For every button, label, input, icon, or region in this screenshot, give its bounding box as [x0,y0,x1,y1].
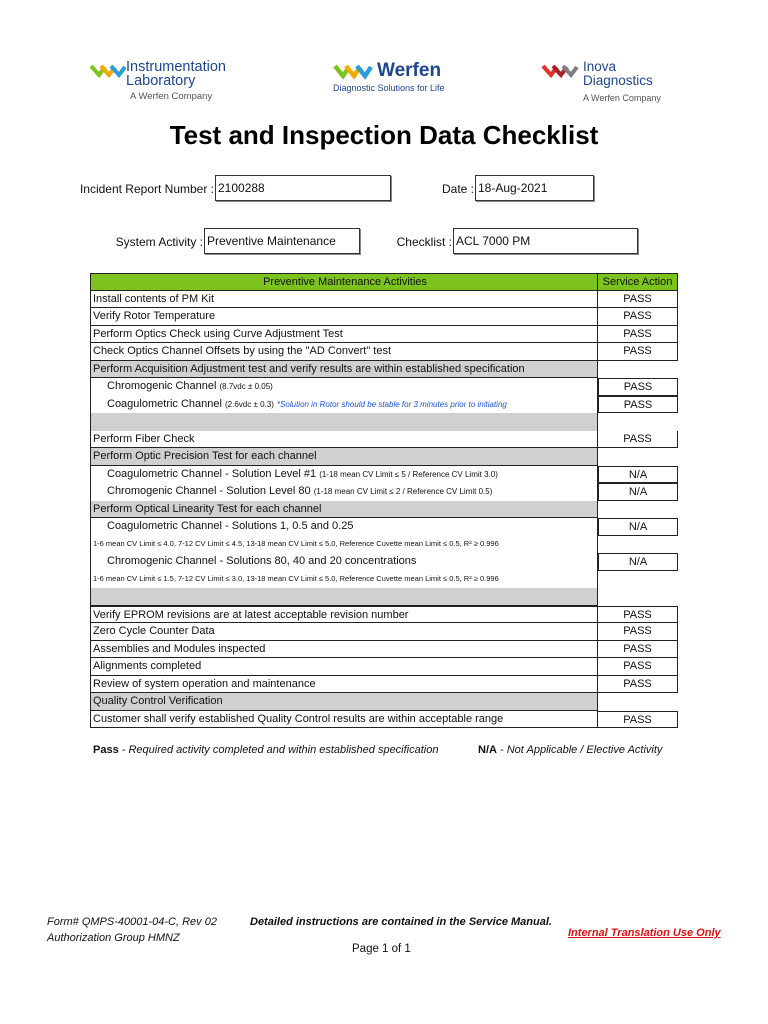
activity-text: Chromogenic Channel [107,380,217,392]
inova-wave-icon [541,60,579,82]
table-header-row [90,273,678,291]
inova-logo-line1: Inova [583,59,617,74]
inova-logo-line2: Diagnostics [583,73,653,88]
activity-cell [90,396,598,414]
werfen-logo-sub: Diagnostic Solutions for Life [333,83,445,93]
activity-cell [90,466,598,484]
instrumentation-laboratory-logo [90,60,226,110]
activity-spec: (1-18 mean CV Limit ≤ 2 / Reference CV Limit 0.5) [313,487,493,496]
werfen-logo [333,60,445,110]
blank-cell [90,588,598,606]
section-row [90,501,678,519]
inova-logo-sub: A Werfen Company [583,93,661,103]
blank-action [598,588,678,606]
activity-cell [90,378,598,396]
table-row [90,641,678,659]
section-action-empty [598,361,678,379]
table-row [90,343,678,361]
table-row [90,291,678,309]
activity-cell [90,518,598,553]
activity-cell: Perform Optics Check using Curve Adjustment Test [90,326,598,344]
section-action-empty [598,693,678,711]
action-cell[interactable]: PASS [598,343,678,361]
table-row [90,431,678,449]
action-cell[interactable]: PASS [598,606,678,624]
page-number: Page 1 of 1 [352,943,411,955]
action-cell[interactable]: PASS [598,396,678,414]
blank-cell [90,413,598,431]
action-cell[interactable]: PASS [598,378,678,396]
incident-report-label: Incident Report Number : [79,182,214,196]
activity-cell: Alignments completed [90,658,598,676]
checklist-field[interactable]: ACL 7000 PM [453,228,638,254]
section-title: Perform Optical Linearity Test for each channel [90,501,598,519]
activity-spec: 1-6 mean CV Limit ≤ 1.5, 7-12 CV Limit ≤ 3.0, 13-18 mean CV Limit ≤ 5.0, Reference Cuvette mean Limit ≤ 0.5, R² ≥ 0.996 [93,574,499,583]
pass-legend-text: - Required activity completed and within established specification [118,744,439,756]
header-activities: Preventive Maintenance Activities [90,273,598,291]
table-row [90,518,678,553]
activity-cell: Verify EPROM revisions are at latest acceptable revision number [90,606,598,624]
activity-spec: (2.6vdc ± 0.3) [225,399,274,409]
pass-legend [93,744,438,756]
action-cell[interactable]: PASS [598,431,678,449]
action-cell[interactable]: PASS [598,641,678,659]
activity-cell [90,483,598,501]
table-row [90,676,678,694]
form-number: Form# QMPS-40001-04-C, Rev 02 [47,916,217,928]
date-label: Date : [441,182,474,196]
il-logo-sub: A Werfen Company [130,91,213,102]
section-row [90,693,678,711]
action-cell[interactable]: PASS [598,658,678,676]
inova-diagnostics-logo [541,60,661,110]
incident-report-field[interactable]: 2100288 [215,175,391,201]
table-row [90,466,678,484]
blank-action [598,413,678,431]
section-row [90,361,678,379]
activity-text: Coagulometric Channel - Solution Level #1 [107,467,317,480]
activity-cell: Perform Fiber Check [90,431,598,449]
table-row [90,711,678,729]
section-title: Perform Acquisition Adjustment test and verify results are within established specification [90,361,598,379]
action-cell[interactable]: PASS [598,676,678,694]
werfen-wave-icon [333,60,373,82]
page-title: Test and Inspection Data Checklist [169,120,599,150]
activity-text: Coagulometric Channel [107,397,222,410]
blank-row [90,413,678,431]
activity-spec: 1-6 mean CV Limit ≤ 4.0, 7-12 CV Limit ≤ 4.5, 13-18 mean CV Limit ≤ 5.0, Reference Cuvette mean Limit ≤ 0.5, R² ≥ 0.996 [93,539,499,548]
system-activity-field[interactable]: Preventive Maintenance [204,228,360,254]
activity-cell: Review of system operation and maintenance [90,676,598,694]
table-row [90,606,678,624]
pass-legend-key: Pass [93,744,119,756]
table-row [90,396,678,414]
instructions-note: Detailed instructions are contained in the Service Manual. [250,916,552,928]
table-row [90,308,678,326]
table-row [90,623,678,641]
table-row [90,553,678,588]
checklist-table [90,273,678,728]
action-cell[interactable]: PASS [598,291,678,309]
il-logo-line1: Instrumentation [126,59,226,75]
date-field[interactable]: 18-Aug-2021 [475,175,594,201]
section-title: Perform Optic Precision Test for each channel [90,448,598,466]
activity-spec: (1-18 mean CV Limit ≤ 5 / Reference CV Limit 3.0) [319,469,498,479]
blank-row [90,588,678,606]
action-cell[interactable]: PASS [598,326,678,344]
section-action-empty [598,501,678,519]
activity-cell: Verify Rotor Temperature [90,308,598,326]
activity-text: Chromogenic Channel - Solution Level 80 [107,485,311,497]
action-cell[interactable]: N/A [598,466,678,484]
table-row [90,378,678,396]
translation-note: Internal Translation Use Only [568,927,721,939]
na-legend [478,744,662,756]
activity-cell: Assemblies and Modules inspected [90,641,598,659]
activity-text: Coagulometric Channel - Solutions 1, 0.5 and 0.25 [107,520,354,532]
werfen-logo-name: Werfen [377,60,442,81]
section-title: Quality Control Verification [90,693,598,711]
il-wave-icon [90,60,126,82]
activity-cell: Install contents of PM Kit [90,291,598,309]
action-cell[interactable]: N/A [598,553,678,571]
table-row [90,483,678,501]
authorization-group: Authorization Group HMNZ [47,932,180,944]
header-service-action: Service Action [598,273,678,291]
activity-text: Chromogenic Channel - Solutions 80, 40 and 20 concentrations [107,555,417,567]
action-cell[interactable]: PASS [598,308,678,326]
activity-cell [90,553,598,588]
checklist-label: Checklist : [396,235,452,249]
rotor-note: *Solution in Rotor should be stable for 3 minutes prior to initiating [276,399,507,409]
section-row [90,448,678,466]
il-logo-line2: Laboratory [126,73,196,89]
table-row [90,658,678,676]
activity-cell: Customer shall verify established Quality Control results are within acceptable range [90,711,598,729]
table-row [90,326,678,344]
action-cell[interactable]: N/A [598,483,678,501]
action-cell[interactable]: PASS [598,711,678,729]
section-action-empty [598,448,678,466]
system-activity-label: System Activity : [115,235,203,249]
action-cell[interactable]: N/A [598,518,678,536]
na-legend-key: N/A [478,744,497,756]
activity-cell: Zero Cycle Counter Data [90,623,598,641]
activity-spec: (8.7vdc ± 0.05) [219,382,273,391]
activity-cell: Check Optics Channel Offsets by using the "AD Convert" test [90,343,598,361]
action-cell[interactable]: PASS [598,623,678,641]
na-legend-text: - Not Applicable / Elective Activity [496,744,663,756]
